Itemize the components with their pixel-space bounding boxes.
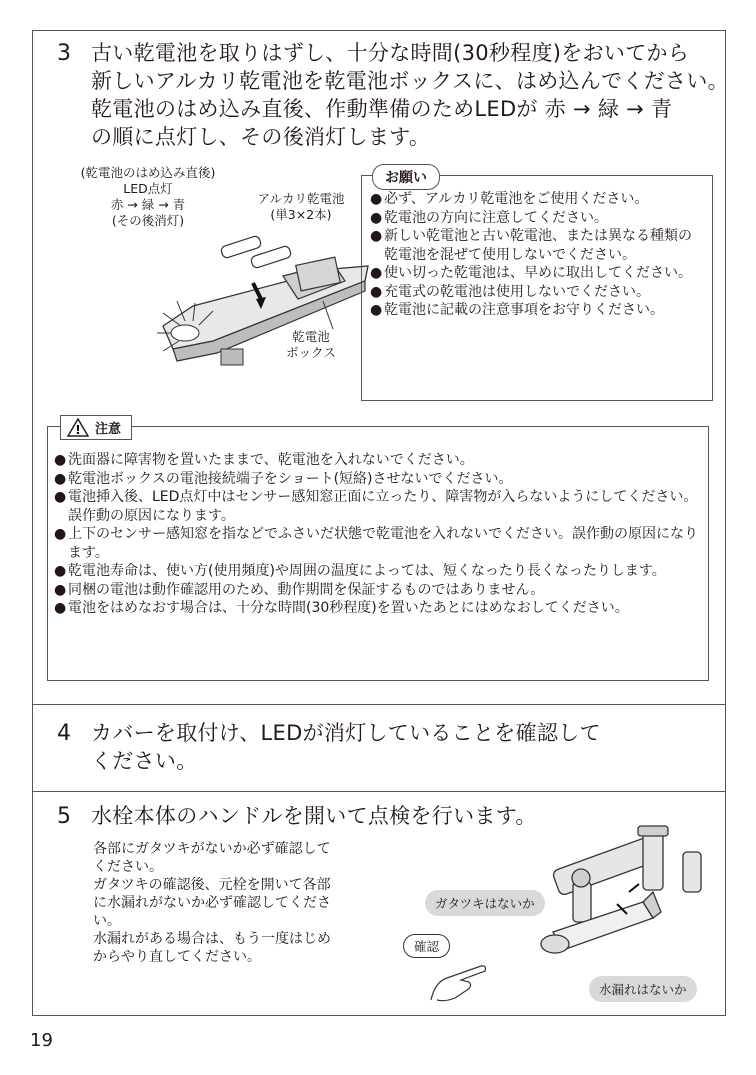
bullet-icon: ● xyxy=(54,563,67,579)
led-caption-line: (その後消灯) xyxy=(111,213,185,228)
caution-title: 注意 xyxy=(95,422,122,437)
bullet-icon: ● xyxy=(54,581,67,598)
step-5-body-line: い。 xyxy=(93,913,121,929)
request-notice-item xyxy=(370,264,704,283)
warning-triangle-icon xyxy=(67,418,89,437)
warning-mark: ! xyxy=(75,423,81,437)
caution-item xyxy=(54,599,698,618)
request-notice-list xyxy=(370,190,704,320)
step-3-line: 古い乾電池を取りはずし、十分な時間(30秒程度)をおいてから xyxy=(91,41,690,65)
caution-item xyxy=(54,488,698,525)
step-5-body-line: 各部にガタツキがないか必ず確認して xyxy=(93,841,331,857)
step-4-line: ください。 xyxy=(91,749,198,773)
bullet-icon: ● xyxy=(54,489,67,505)
request-notice-item xyxy=(370,190,704,209)
step-3-line: 新しいアルカリ乾電池を乾電池ボックスに、はめ込んでください。 xyxy=(91,69,729,93)
caution-text: 洗面器に障害物を置いたままで、乾電池を入れないでください。 xyxy=(68,452,474,468)
box-caption-line: 乾電池 xyxy=(292,329,330,344)
bullet-icon: ● xyxy=(370,265,383,281)
bullet-icon: ● xyxy=(54,470,67,487)
led-caption xyxy=(63,165,233,229)
step-5-body-line: ガタツキの確認後、元栓を開いて各部 xyxy=(93,877,331,893)
battery-icon xyxy=(220,235,292,269)
box-caption-line: ボックス xyxy=(286,345,336,360)
bullet-icon: ● xyxy=(54,526,67,542)
request-notice-title: お願い xyxy=(372,164,440,190)
page-number: 19 xyxy=(30,1030,53,1051)
pointing-hand-icon xyxy=(425,960,495,1004)
request-notice-item xyxy=(370,301,704,320)
step-5-body-line: 水漏れがある場合は、もう一度はじめ xyxy=(93,931,331,947)
step-5-title-text: 水栓本体のハンドルを開いて点検を行います。 xyxy=(91,804,537,828)
request-notice-item xyxy=(370,209,704,228)
step-5-body-line: に水漏れがないか必ず確認してくださ xyxy=(93,895,331,911)
caution-item xyxy=(54,525,698,562)
request-notice-item xyxy=(370,227,704,264)
bullet-icon: ● xyxy=(370,283,383,300)
battery-caption-line: アルカリ乾電池 xyxy=(257,191,345,206)
step-number: 3 xyxy=(57,41,71,66)
led-caption-line: (乾電池のはめ込み直後) xyxy=(80,165,216,180)
caution-text: 上下のセンサー感知窓を指などでふさいだ状態で乾電池を入れないでください。誤作動の原因になります。 xyxy=(68,526,698,561)
step-5-body-line: からやり直してください。 xyxy=(93,949,261,965)
caution-item xyxy=(54,581,698,600)
loose-check-label: ガタツキはないか xyxy=(425,890,545,916)
caution-list xyxy=(54,451,698,618)
request-notice-item xyxy=(370,283,704,302)
caution-item xyxy=(54,451,698,470)
battery-caption-line: (単3×2本) xyxy=(270,207,332,222)
confirm-label: 確認 xyxy=(403,934,450,958)
request-notice-text: 新しい乾電池と古い乾電池、または異なる種類の乾電池を混ぜて使用しないでください。 xyxy=(384,228,692,263)
caution-box xyxy=(47,422,709,681)
request-notice-text: 必ず、アルカリ乾電池をご使用ください。 xyxy=(384,191,649,207)
step-3-text xyxy=(91,39,729,151)
request-notice-box xyxy=(361,170,713,401)
step-4-section xyxy=(32,704,726,791)
bullet-icon: ● xyxy=(370,302,383,318)
caution-item xyxy=(54,470,698,489)
bullet-icon: ● xyxy=(370,209,383,226)
step-5-title xyxy=(91,802,537,830)
step-number: 4 xyxy=(57,721,71,746)
request-notice-text: 使い切った乾電池は、早めに取出してください。 xyxy=(384,265,692,281)
request-notice-text: 乾電池の方向に注意してください。 xyxy=(384,209,608,226)
request-notice-text: 充電式の乾電池は使用しないでください。 xyxy=(384,283,650,300)
request-notice-text: 乾電池に記載の注意事項をお守りください。 xyxy=(384,302,664,318)
step-3-line: の順に点灯し、その後消灯します。 xyxy=(91,125,431,149)
step-3-line: 乾電池のはめ込み直後、作動準備のためLEDが 赤 → 緑 → 青 xyxy=(91,97,673,121)
caution-text: 電池をはめなおす場合は、十分な時間(30秒程度)を置いたあとにはめなおしてください。 xyxy=(68,600,629,616)
battery-insertion-illustration xyxy=(133,221,383,371)
step-5-section xyxy=(32,791,726,1016)
caution-text: 同梱の電池は動作確認用のため、動作期間を保証するものではありません。 xyxy=(68,581,545,598)
leak-check-label: 水漏れはないか xyxy=(589,976,697,1002)
battery-caption xyxy=(241,191,361,223)
led-caption-line: 赤 → 緑 → 青 xyxy=(110,197,186,212)
caution-item xyxy=(54,562,698,581)
step-4-line: カバーを取付け、LEDが消灯していることを確認して xyxy=(91,721,601,745)
step-3-section xyxy=(32,30,729,704)
led-caption-line: LED点灯 xyxy=(123,181,173,196)
caution-text: 乾電池ボックスの電池接続端子をショート(短絡)させないでください。 xyxy=(68,470,513,487)
caution-text: 乾電池寿命は、使い方(使用頻度)や周囲の温度によっては、短くなったり長くなったりします。 xyxy=(68,563,666,579)
caution-text: 電池挿入後、LED点灯中はセンサー感知窓正面に立ったり、障害物が入らないようにしてください。誤作動の原因になります。 xyxy=(68,489,698,524)
caution-title-tab xyxy=(60,415,132,440)
bullet-icon: ● xyxy=(54,452,67,468)
step-5-body xyxy=(93,840,383,966)
step-5-body-line: ください。 xyxy=(93,859,163,875)
step-4-text xyxy=(91,719,601,775)
bullet-icon: ● xyxy=(370,191,383,207)
bullet-icon: ● xyxy=(54,600,67,616)
step-number: 5 xyxy=(57,804,71,829)
bullet-icon: ● xyxy=(370,228,383,244)
